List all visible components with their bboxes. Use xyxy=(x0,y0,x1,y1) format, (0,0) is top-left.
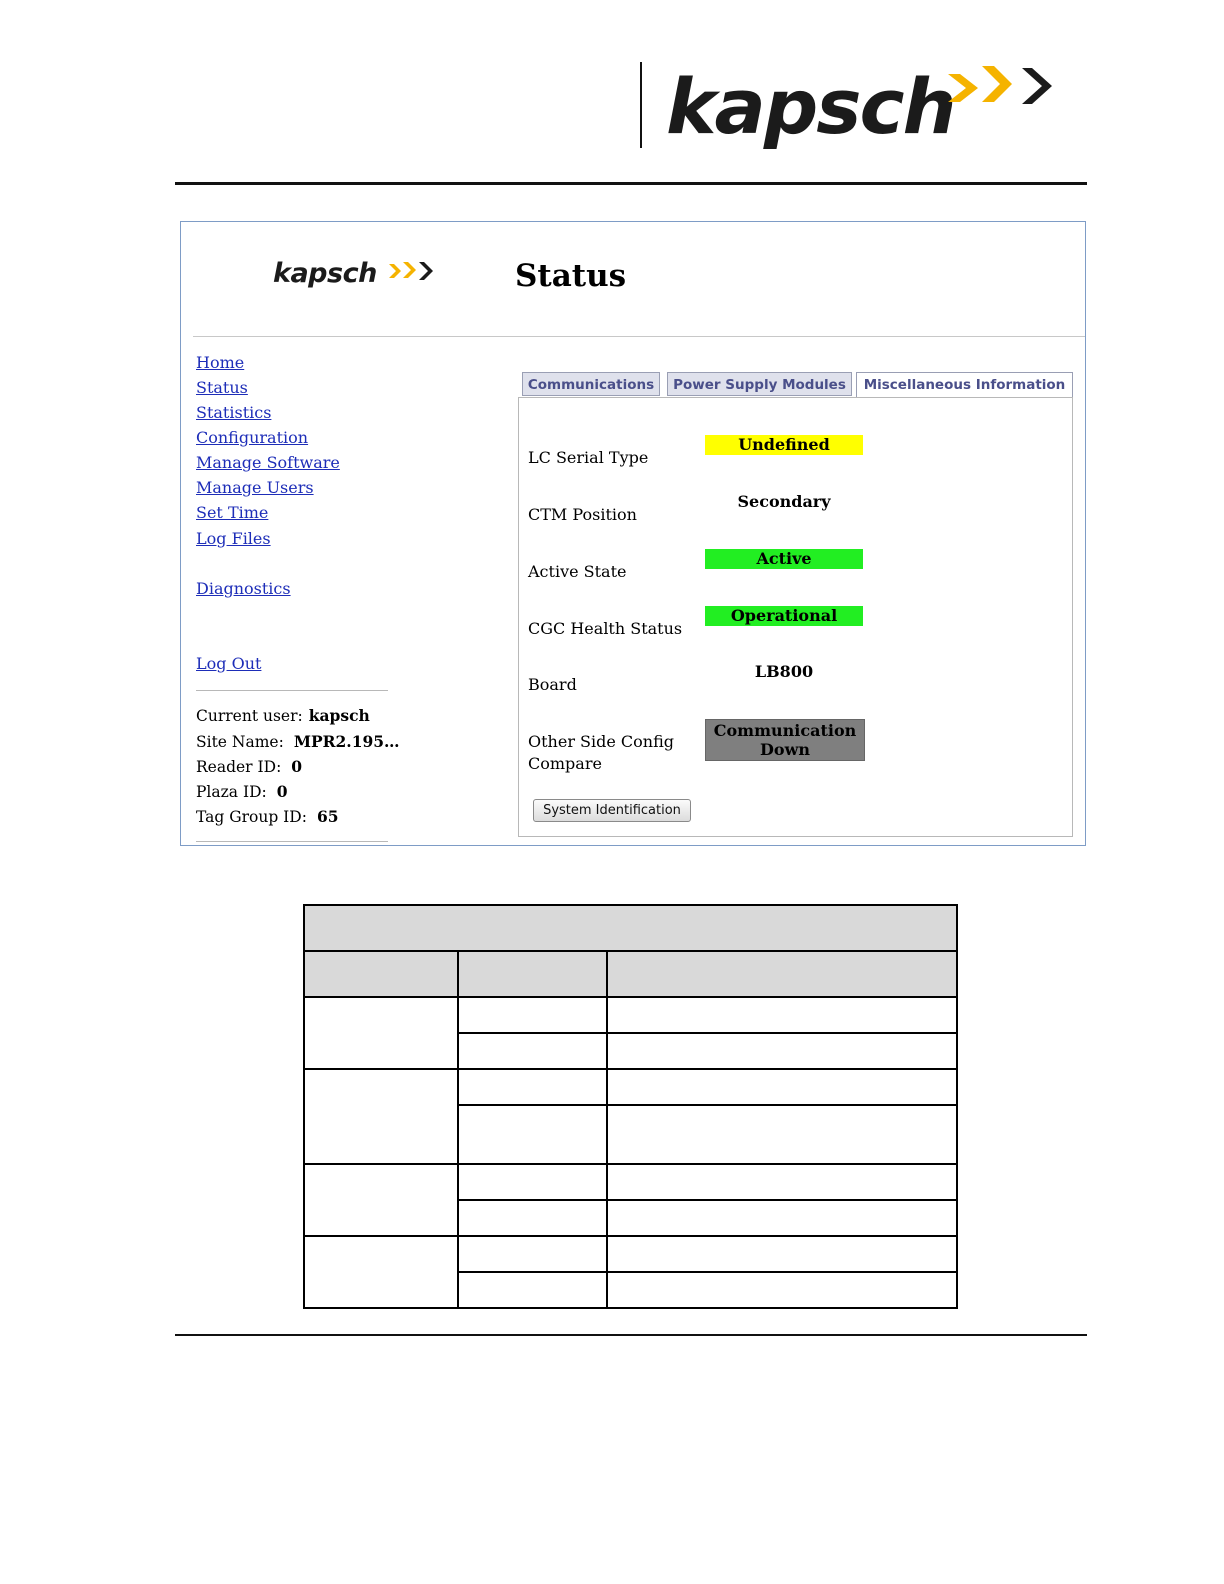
table-cell xyxy=(458,1069,607,1105)
table-cell xyxy=(458,1272,607,1308)
table-cell xyxy=(304,1164,458,1236)
table-column-header xyxy=(607,951,957,997)
other-side-config-label-line1: Other Side Config xyxy=(528,732,675,751)
table-cell xyxy=(607,1200,957,1236)
table-cell xyxy=(458,1200,607,1236)
table-header-row xyxy=(304,905,957,951)
nav-set-time-link[interactable]: Set Time xyxy=(196,503,269,522)
table-cell xyxy=(458,1033,607,1069)
app-logo-chevrons-icon xyxy=(389,260,437,282)
ctm-position-value: Secondary xyxy=(737,492,831,511)
nav-diagnostics-link[interactable]: Diagnostics xyxy=(196,579,291,598)
other-side-config-label-line2: Compare xyxy=(528,754,602,773)
tag-group-id-value: 65 xyxy=(316,807,339,826)
board-label: Board xyxy=(528,675,577,694)
other-side-config-line1: Communication xyxy=(713,721,857,740)
nav-statistics-link[interactable]: Statistics xyxy=(196,403,272,422)
status-screenshot xyxy=(180,221,1086,846)
header-rule xyxy=(175,182,1087,185)
plaza-id-row xyxy=(196,782,288,801)
table-cell xyxy=(458,1105,607,1164)
tab-miscellaneous-information[interactable]: Miscellaneous Information xyxy=(856,372,1073,398)
table-cell xyxy=(607,1236,957,1272)
table-cell xyxy=(458,997,607,1033)
tab-communications[interactable]: Communications xyxy=(522,372,660,396)
table-cell xyxy=(304,1236,458,1308)
sidebar-divider xyxy=(196,690,388,691)
current-user-label: Current user: xyxy=(196,707,303,725)
other-side-config-badge xyxy=(705,719,865,761)
lc-serial-type-label: LC Serial Type xyxy=(528,448,649,467)
cgc-health-label: CGC Health Status xyxy=(528,619,683,638)
document-logo xyxy=(666,58,1076,151)
ctm-position-label: CTM Position xyxy=(528,505,637,524)
site-name-value: MPR2.195… xyxy=(293,732,400,751)
table-cell xyxy=(607,1033,957,1069)
nav-status-link[interactable]: Status xyxy=(196,378,248,397)
nav-home-link[interactable]: Home xyxy=(196,353,245,372)
nav-manage-software-link[interactable]: Manage Software xyxy=(196,453,340,472)
plaza-id-value: 0 xyxy=(276,782,288,801)
other-side-config-label xyxy=(528,731,674,775)
logo-chevrons-icon xyxy=(948,64,1072,114)
page-title: Status xyxy=(515,258,627,294)
tag-group-id-label: Tag Group ID: xyxy=(196,808,307,826)
sidebar-bottom-divider xyxy=(196,841,388,842)
reader-id-label: Reader ID: xyxy=(196,758,282,776)
table-cell xyxy=(607,1272,957,1308)
tag-group-id-row xyxy=(196,807,339,826)
table-cell xyxy=(607,997,957,1033)
reader-id-value: 0 xyxy=(291,757,303,776)
description-table xyxy=(303,904,958,1309)
site-name-label: Site Name: xyxy=(196,733,284,751)
cgc-health-badge: Operational xyxy=(705,606,863,626)
other-side-config-line2: Down xyxy=(760,740,810,759)
table-cell xyxy=(304,1069,458,1164)
title-divider xyxy=(193,336,1085,337)
nav-log-out-link[interactable]: Log Out xyxy=(196,654,262,673)
table-cell xyxy=(607,1105,957,1164)
document-logo-text: kapsch xyxy=(666,62,955,151)
plaza-id-label: Plaza ID: xyxy=(196,783,267,801)
table-column-header xyxy=(458,951,607,997)
table-cell xyxy=(458,1164,607,1200)
current-user-row xyxy=(196,706,370,725)
app-logo xyxy=(273,256,443,296)
nav-configuration-link[interactable]: Configuration xyxy=(196,428,309,447)
current-user-value: kapsch xyxy=(308,706,370,725)
table-cell xyxy=(304,997,458,1069)
table-cell xyxy=(607,1069,957,1105)
table-cell xyxy=(458,1236,607,1272)
lc-serial-type-badge: Undefined xyxy=(705,435,863,455)
app-logo-text: kapsch xyxy=(273,258,377,289)
system-identification-button[interactable]: System Identification xyxy=(533,799,691,822)
nav-log-files-link[interactable]: Log Files xyxy=(196,529,271,548)
reader-id-row xyxy=(196,757,302,776)
tab-power-supply-modules[interactable]: Power Supply Modules xyxy=(667,372,852,396)
footer-rule xyxy=(175,1334,1087,1336)
active-state-badge: Active xyxy=(705,549,863,569)
table-column-header xyxy=(304,951,458,997)
header-divider-line xyxy=(640,62,642,148)
table-cell xyxy=(607,1164,957,1200)
nav-manage-users-link[interactable]: Manage Users xyxy=(196,478,314,497)
board-value: LB800 xyxy=(754,662,814,681)
site-name-row xyxy=(196,732,400,751)
active-state-label: Active State xyxy=(528,562,627,581)
